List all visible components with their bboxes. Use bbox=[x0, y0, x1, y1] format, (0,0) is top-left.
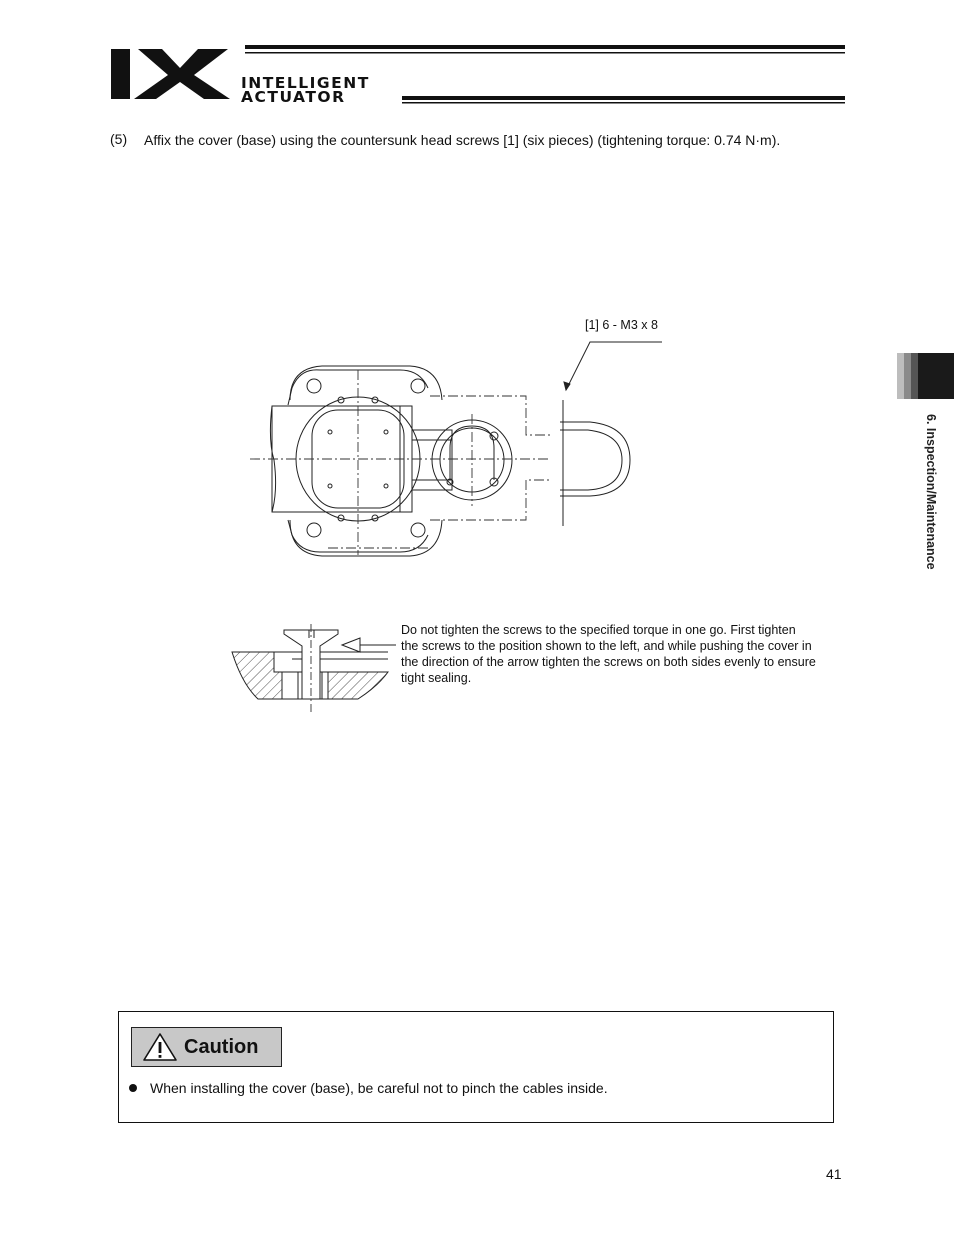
screw-callout-label: [1] 6 - M3 x 8 bbox=[585, 318, 658, 332]
screw-section-detail-drawing bbox=[228, 624, 398, 714]
step-number: (5) bbox=[110, 131, 128, 147]
bullet-icon bbox=[129, 1084, 137, 1092]
step-text: Affix the cover (base) using the countersunk head screws [1] (six pieces) (tightening torque: 0.74 N·m). bbox=[144, 132, 781, 148]
caution-header bbox=[131, 1027, 282, 1067]
caution-item: When installing the cover (base), be careful not to pinch the cables inside. bbox=[150, 1080, 608, 1096]
ix-logo-icon bbox=[108, 44, 848, 106]
chapter-tab-marker bbox=[897, 353, 954, 399]
brand-line-2: ACTUATOR bbox=[241, 88, 346, 106]
caution-title: Caution bbox=[184, 1036, 259, 1058]
chapter-label: 6. Inspection/Maintenance bbox=[924, 414, 938, 570]
cover-top-view-drawing bbox=[250, 330, 670, 570]
brand-line-1: INTELLIGENT bbox=[241, 74, 370, 92]
warning-triangle-icon bbox=[142, 1032, 178, 1062]
page-number: 41 bbox=[826, 1166, 842, 1182]
tightening-note: Do not tighten the screws to the specified torque in one go. First tighten the screws to the position shown to the left, and while pushing the cover in the direction of the arrow tighten the screws on both sides evenly to ensure tight sealing. bbox=[401, 623, 816, 685]
caution-box bbox=[118, 1011, 834, 1123]
